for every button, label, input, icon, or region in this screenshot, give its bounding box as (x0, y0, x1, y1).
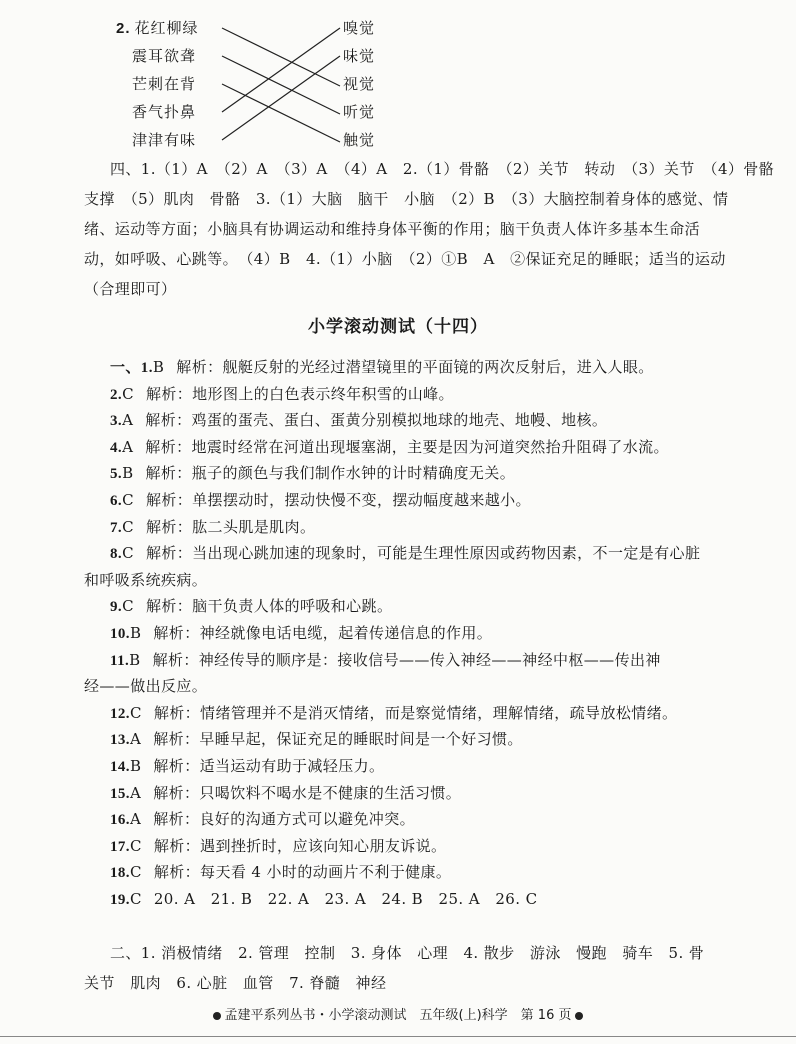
answer-explanation: 解析：地震时经常在河道出现堰塞湖，主要是因为河道突然抬升阻碍了水流。 (145, 437, 669, 456)
answer-choice: C (122, 597, 134, 616)
section2-line: 关节 肌肉 6. 心脏 血管 7. 脊髓 神经 (84, 974, 387, 992)
answer-number: 10. (110, 626, 130, 642)
answer-row (110, 436, 669, 457)
matching-left-item: 2. 花红柳绿 (116, 19, 199, 37)
matching-right-item: 听觉 (343, 103, 376, 121)
matching-right-item: 触觉 (343, 131, 376, 149)
answer-number: 8. (110, 546, 123, 563)
matching-right-item: 味觉 (343, 47, 376, 65)
answer-explanation: 解析：舰艇反射的光经过潜望镜里的平面镜的两次反射后，进入人眼。 (176, 358, 654, 376)
section4-line: （合理即可） (84, 280, 177, 298)
answer-explanation: 解析：单摆摆动时，摆动快慢不变，摆动幅度越来越小。 (145, 491, 531, 509)
answer-row (110, 516, 315, 537)
answer-choice: C (122, 384, 134, 403)
answer-row (110, 808, 415, 829)
answer-explanation: 20. A 21. B 22. A 23. A 24. B 25. A 26. C (153, 890, 538, 908)
answer-row (110, 409, 607, 430)
answer-choice: B (129, 757, 142, 775)
answer-row (110, 542, 700, 563)
answer-explanation: 解析：鸡蛋的蛋壳、蛋白、蛋黄分别模拟地球的地壳、地幔、地核。 (145, 411, 608, 430)
page-footer (0, 1004, 796, 1023)
answer-choice: A (129, 730, 142, 749)
bottom-divider (0, 1036, 796, 1037)
answer-row (110, 755, 384, 776)
answer-number: 17. (110, 838, 130, 855)
answer-number: 7. (110, 519, 123, 536)
matching-number: 2. (116, 20, 131, 37)
answer-choice: B (129, 650, 141, 669)
matching-left-item: 芒刺在背 (132, 75, 197, 93)
answer-choice: C (122, 491, 134, 509)
section2-line: 二、1. 消极情绪 2. 管理 控制 3. 身体 心理 4. 散步 游泳 慢跑 骑车 5. 骨 (110, 944, 705, 962)
answer-number: 11. (110, 652, 130, 669)
answer-explanation: 解析：脑干负责人体的呼吸和心跳。 (145, 597, 393, 616)
answer-choice: B (152, 358, 165, 376)
answer-number: 3. (110, 413, 123, 430)
section4-line: 四、1.（1）A （2）A （3）A （4）A 2.（1）骨骼 （2）关节 转动 （3）关节 （4）骨骼 (110, 160, 775, 178)
answer-number: 4. (110, 439, 123, 456)
answer-row (84, 569, 207, 590)
answer-number: 14. (110, 759, 130, 775)
connector-line (222, 84, 340, 142)
matching-right-item: 视觉 (343, 75, 376, 93)
answer-row (110, 383, 454, 404)
answer-explanation: 解析：肱二头肌是肌肉。 (145, 517, 316, 536)
answer-explanation: 解析：情绪管理并不是消灭情绪，而是察觉情绪，理解情绪，疏导放松情绪。 (153, 703, 678, 722)
answer-explanation: 解析：瓶子的颜色与我们制作水钟的计时精确度无关。 (145, 464, 516, 483)
matching-left-item: 香气扑鼻 (132, 103, 197, 121)
matching-connector-lines (0, 0, 796, 160)
answer-explanation: 解析：适当运动有助于减轻压力。 (153, 757, 385, 775)
answer-choice: A (122, 437, 134, 456)
answer-number: 13. (110, 732, 130, 749)
answer-number: 16. (110, 812, 130, 829)
answer-explanation: 经——做出反应。 (84, 677, 208, 696)
connector-line (222, 56, 340, 114)
answer-explanation: 和呼吸系统疾病。 (84, 570, 208, 589)
answer-choice: C (129, 890, 142, 908)
answer-choice: C (129, 836, 142, 855)
section4-line: 动，如呼吸、心跳等。 （4）B 4.（1）小脑 （2）①B A ②保证充足的睡眠；适当的运动 (84, 250, 726, 268)
answer-row (110, 462, 515, 483)
answer-choice: C (122, 544, 134, 563)
answer-row (110, 595, 392, 616)
answer-number: 18. (110, 865, 130, 882)
connector-line (222, 28, 340, 86)
footer-bullet-icon (575, 1012, 583, 1020)
section-title: 小学滚动测试（十四） (308, 317, 488, 337)
answer-choice: A (129, 783, 142, 802)
answer-row (110, 835, 446, 856)
matching-right-item: 嗅觉 (343, 19, 376, 37)
answer-choice: A (129, 810, 142, 829)
answer-number: 9. (110, 599, 123, 616)
answer-number: 2. (110, 386, 123, 403)
answer-number: 15. (110, 785, 130, 802)
answer-row (110, 888, 537, 909)
answer-choice: B (122, 464, 134, 483)
answer-choice: A (122, 411, 134, 430)
matching-exercise (0, 0, 796, 160)
answer-explanation: 解析：当出现心跳加速的现象时，可能是生理性原因或药物因素，不一定是有心脏 (145, 544, 701, 563)
answer-choice: C (129, 863, 142, 882)
answer-choice: C (129, 703, 142, 722)
answer-row (110, 861, 451, 882)
answer-choice: B (129, 624, 142, 642)
matching-left-item: 津津有味 (132, 131, 197, 149)
answer-explanation: 解析：每天看 4 小时的动画片不利于健康。 (153, 863, 452, 882)
answer-number: 12. (110, 705, 130, 722)
answer-explanation: 解析：神经就像电话电缆，起着传递信息的作用。 (153, 624, 493, 642)
section4-line: 绪、运动等方面；小脑具有协调运动和维持身体平衡的作用；脑干负责人体许多基本生命活 (84, 220, 701, 238)
answer-explanation: 解析：地形图上的白色表示终年积雪的山峰。 (145, 384, 454, 403)
answer-row (110, 489, 531, 510)
answer-row (110, 728, 523, 749)
answer-explanation: 解析：只喝饮料不喝水是不健康的生活习惯。 (153, 783, 462, 802)
answer-number: 6. (110, 493, 123, 509)
answer-row (110, 622, 492, 643)
answer-explanation: 解析：良好的沟通方式可以避免冲突。 (153, 810, 415, 829)
footer-bullet-icon (213, 1012, 221, 1020)
answer-row (110, 649, 661, 670)
matching-left-item: 震耳欲聋 (132, 47, 197, 65)
connector-line (222, 56, 340, 140)
section4-line: 支撑 （5）肌肉 骨骼 3.（1）大脑 脑干 小脑 （2）B （3）大脑控制着身体的感觉、情 (84, 190, 729, 208)
answer-explanation: 解析：神经传导的顺序是：接收信号——传入神经——神经中枢——传出神 (152, 650, 661, 669)
answer-row (110, 702, 677, 723)
answer-row (110, 356, 654, 377)
answer-explanation: 解析：早睡早起，保证充足的睡眠时间是一个好习惯。 (153, 730, 523, 749)
footer-text: 孟建平系列丛书・小学滚动测试 五年级(上)科学 第 16 页 (224, 1008, 572, 1023)
answer-choice: C (122, 517, 134, 536)
answer-number: 一、1. (110, 360, 153, 376)
answer-number: 5. (110, 466, 123, 483)
answer-row (110, 782, 461, 803)
answer-row (84, 675, 207, 696)
answer-number: 19. (110, 892, 130, 908)
answer-explanation: 解析：遇到挫折时，应该向知心朋友诉说。 (153, 836, 447, 855)
connector-line (222, 28, 340, 112)
